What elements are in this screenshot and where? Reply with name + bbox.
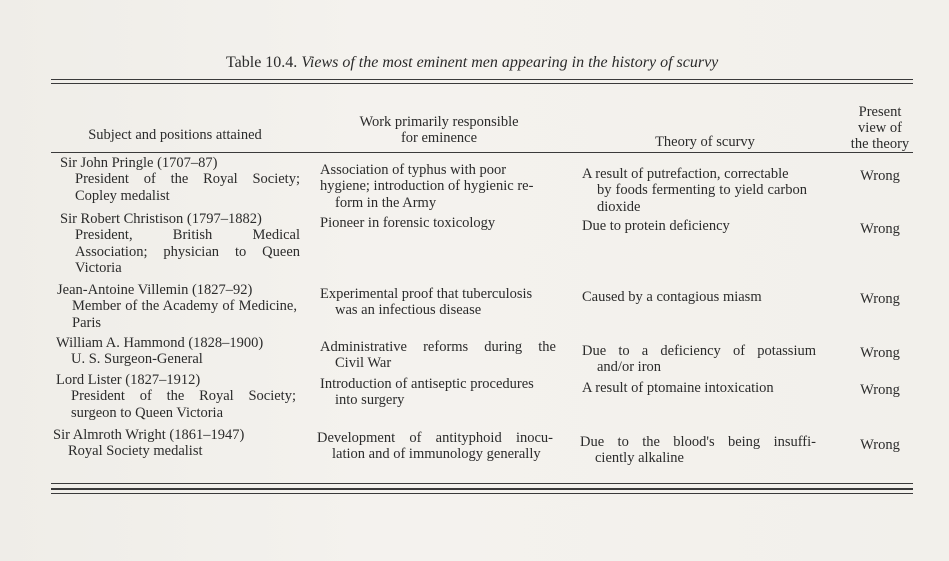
- bottom-rule-2: [51, 488, 913, 490]
- table-row-work: [320, 215, 556, 231]
- work-text-cont: lation and of immunology generally: [332, 446, 541, 463]
- top-rule-2: [51, 83, 913, 84]
- subject-position: U. S. Surgeon-General: [71, 351, 203, 368]
- work-text: Introduction of antiseptic procedures: [320, 376, 534, 392]
- header-present-view: [838, 104, 922, 152]
- table-row-work: [320, 286, 556, 319]
- header-theory-text: Theory of scurvy: [655, 134, 755, 150]
- work-text: Administrative reforms during the: [320, 339, 556, 355]
- table-row-subject: [56, 335, 296, 368]
- table-row-theory: [582, 343, 822, 376]
- work-text: Pioneer in forensic toxicology: [320, 215, 496, 231]
- view-text: Wrong: [860, 382, 900, 398]
- theory-text: Caused by a contagious miasm: [582, 289, 762, 305]
- theory-text: A result of ptomaine intoxication: [582, 380, 774, 396]
- header-subject-text: Subject and positions attained: [88, 127, 262, 143]
- table-row-theory: [580, 434, 820, 467]
- table-row-subject: [57, 282, 297, 331]
- header-theory: [620, 134, 790, 150]
- theory-text-cont: ciently alkaline: [595, 450, 684, 467]
- table-row-view: [838, 345, 922, 361]
- table-row-work: [320, 339, 556, 372]
- table-row-work: [317, 430, 553, 463]
- subject-position: President, British Medical Association; physician to Queen Victoria: [75, 227, 300, 276]
- table-row-theory: [582, 218, 822, 234]
- header-rule: [51, 152, 913, 153]
- header-present-line1: Present: [858, 104, 902, 120]
- table-row-view: [838, 382, 922, 398]
- table-row-theory: [582, 166, 822, 215]
- subject-position: Member of the Academy of Medicine, Paris: [72, 298, 297, 331]
- table-row-work: [320, 162, 554, 211]
- work-text-cont: into surgery: [335, 392, 405, 409]
- subject-name: Jean-Antoine Villemin (1827–92): [57, 282, 253, 298]
- table-row-view: [838, 437, 922, 453]
- view-text: Wrong: [860, 221, 900, 237]
- bottom-rule-1: [51, 483, 913, 484]
- table-row-subject: [60, 155, 300, 204]
- theory-text-cont: by foods fermenting to yield carbon dioxide: [597, 182, 807, 215]
- table-row-subject: [56, 372, 296, 421]
- table-row-view: [838, 221, 922, 237]
- theory-text-cont: and/or iron: [597, 359, 662, 376]
- subject-name: Sir Robert Christison (1797–1882): [60, 211, 262, 227]
- work-text-cont: form in the Army: [335, 194, 437, 211]
- subject-name: Sir Almroth Wright (1861–1947): [53, 427, 245, 443]
- bottom-rule-3: [51, 493, 913, 494]
- table-row-theory: [582, 380, 822, 396]
- header-subject: [60, 127, 290, 143]
- subject-position: President of the Royal Society; Copley medalist: [75, 171, 300, 204]
- table-row-view: [838, 168, 922, 184]
- table-row-work: [320, 376, 556, 409]
- header-present-line3: the theory: [850, 136, 910, 152]
- top-rule-1: [51, 79, 913, 80]
- work-text: Development of antityphoid inocu-: [317, 430, 553, 446]
- table-row-subject: [60, 211, 300, 276]
- work-text-cont: Civil War: [335, 355, 392, 372]
- header-present-line2: view of: [858, 120, 902, 136]
- work-text-cont: was an infectious disease: [335, 302, 482, 319]
- view-text: Wrong: [860, 437, 900, 453]
- theory-text: A result of putrefaction, correctable: [582, 166, 789, 182]
- table-row-view: [838, 291, 922, 307]
- work-text: Experimental proof that tuberculosis: [320, 286, 533, 302]
- header-work: [328, 114, 550, 146]
- subject-position: Royal Society medalist: [68, 443, 203, 460]
- subject-name: Lord Lister (1827–1912): [56, 372, 201, 388]
- view-text: Wrong: [860, 345, 900, 361]
- caption-label: Table 10.4.: [226, 54, 298, 71]
- theory-text: Due to a deficiency of potassium: [582, 343, 816, 359]
- subject-name: William A. Hammond (1828–1900): [56, 335, 264, 351]
- caption-title: Views of the most eminent men appearing in the history of scurvy: [301, 54, 719, 71]
- table-row-subject: [53, 427, 293, 460]
- subject-position: President of the Royal Society; surgeon to Queen Victoria: [71, 388, 296, 421]
- table-row-theory: [582, 289, 822, 305]
- work-text: Association of typhus with poor hygiene; introduction of hygienic re-: [320, 162, 534, 195]
- header-work-line2: for eminence: [400, 130, 478, 146]
- view-text: Wrong: [860, 168, 900, 184]
- theory-text: Due to the blood's being insuffi-: [580, 434, 816, 450]
- subject-name: Sir John Pringle (1707–87): [60, 155, 218, 171]
- header-work-line1: Work primarily responsible: [359, 114, 519, 130]
- view-text: Wrong: [860, 291, 900, 307]
- theory-text: Due to protein deficiency: [582, 218, 730, 234]
